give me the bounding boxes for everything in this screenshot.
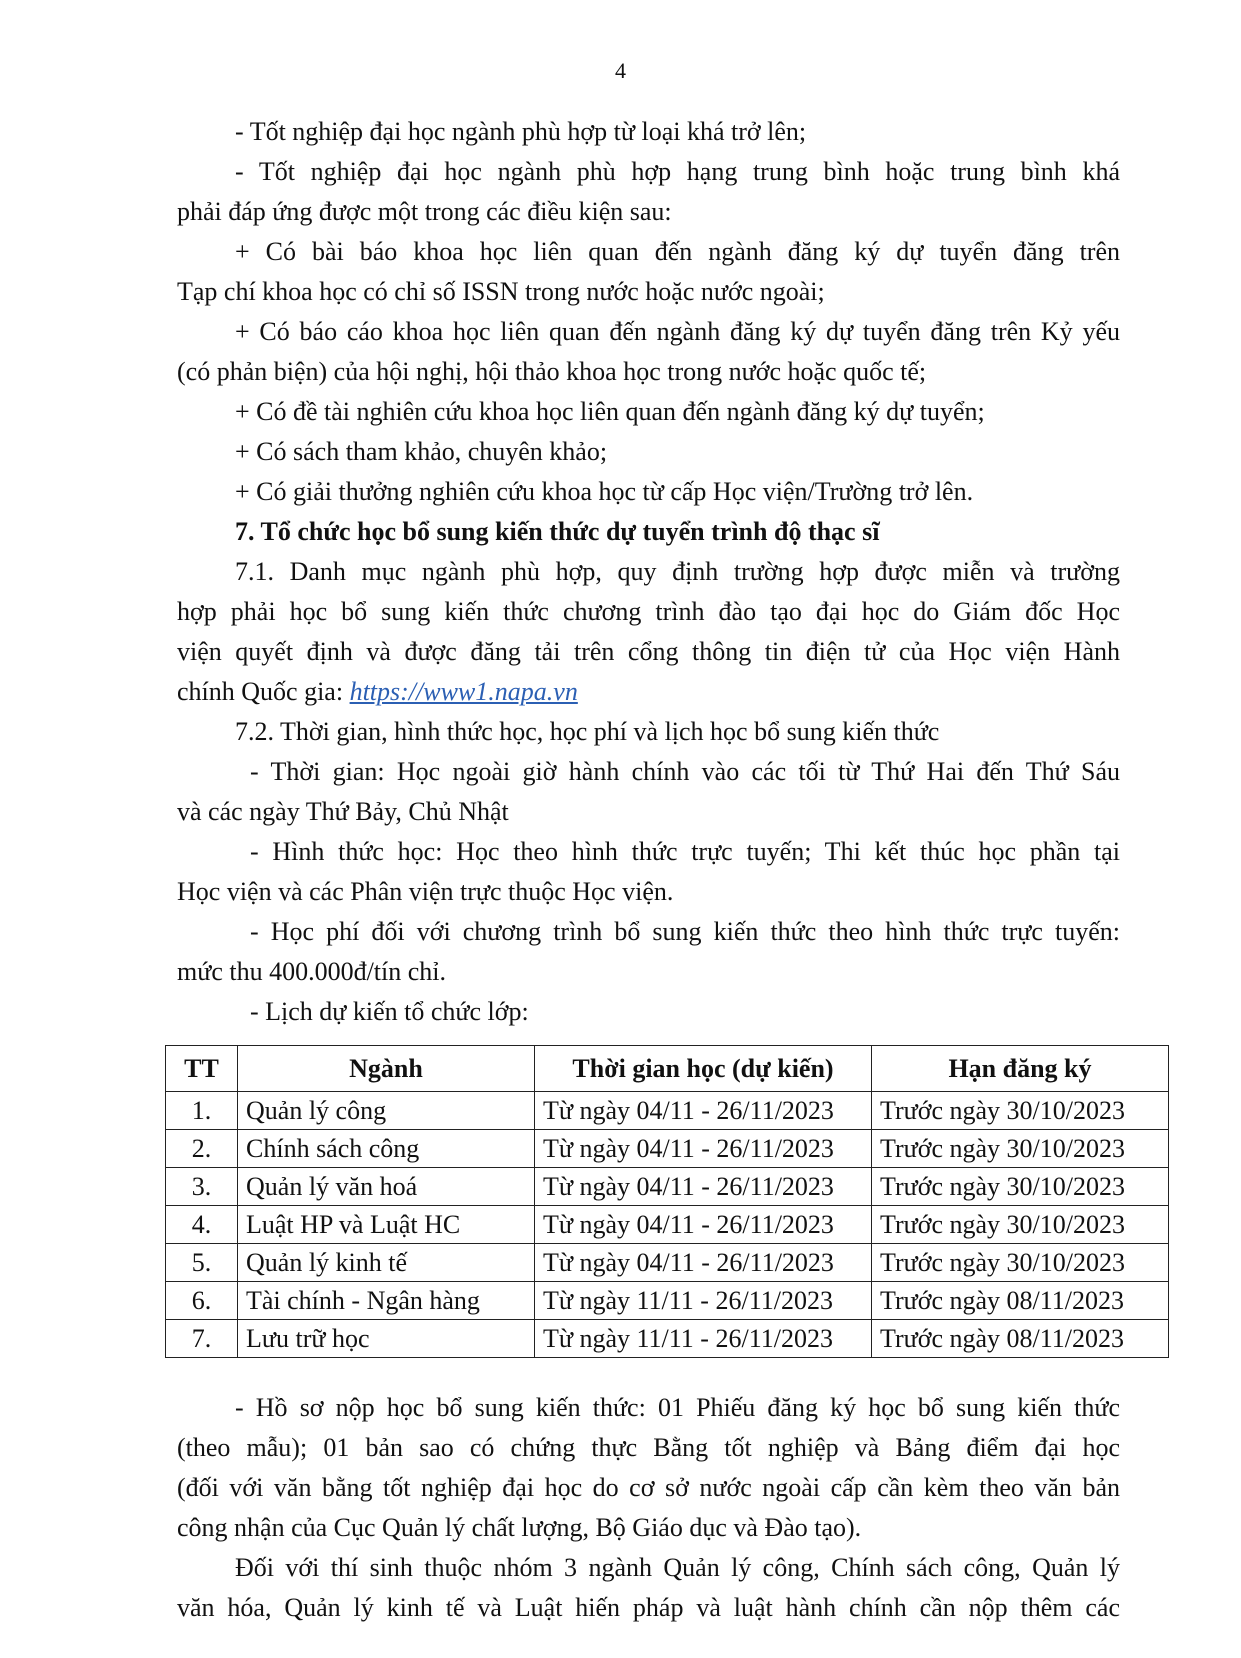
header-time: Thời gian học (dự kiến)	[535, 1046, 872, 1092]
cell-deadline: Trước ngày 30/10/2023	[872, 1168, 1169, 1206]
paragraph-line: - Hình thức học: Học theo hình thức trực tuyến; Thi kết thúc học phần tại	[250, 837, 1120, 866]
table-row	[166, 1206, 1169, 1244]
paragraph-line: hợp phải học bổ sung kiến thức chương trình đào tạo đại học do Giám đốc Học	[177, 597, 1120, 626]
paragraph-line: 7.2. Thời gian, hình thức học, học phí và lịch học bổ sung kiến thức	[235, 717, 940, 746]
cell-major: Quản lý văn hoá	[238, 1168, 535, 1206]
paragraph-line: Học viện và các Phân viện trực thuộc Học viện.	[177, 877, 674, 906]
cell-tt: 3.	[166, 1168, 238, 1206]
paragraph-line: + Có báo cáo khoa học liên quan đến ngành đăng ký dự tuyển đăng trên Kỷ yếu	[235, 317, 1120, 346]
table-row	[166, 1282, 1169, 1320]
cell-tt: 1.	[166, 1092, 238, 1130]
paragraph-line: - Tốt nghiệp đại học ngành phù hợp từ loại khá trở lên;	[235, 117, 807, 146]
paragraph-line: (theo mẫu); 01 bản sao có chứng thực Bằng tốt nghiệp và Bảng điểm đại học	[177, 1433, 1120, 1462]
paragraph-line: (có phản biện) của hội nghị, hội thảo khoa học trong nước hoặc quốc tế;	[177, 357, 927, 386]
paragraph-line: mức thu 400.000đ/tín chỉ.	[177, 957, 447, 986]
cell-major: Chính sách công	[238, 1130, 535, 1168]
cell-deadline: Trước ngày 30/10/2023	[872, 1092, 1169, 1130]
table-header-row	[166, 1046, 1169, 1092]
paragraph-line: viện quyết định và được đăng tải trên cổng thông tin điện tử của Học viện Hành	[177, 637, 1120, 666]
paragraph-line: (đối với văn bằng tốt nghiệp đại học do cơ sở nước ngoài cấp cần kèm theo văn bản	[177, 1473, 1120, 1502]
link-prefix: chính Quốc gia:	[177, 677, 350, 706]
paragraph-line	[177, 672, 578, 712]
table-row	[166, 1320, 1169, 1358]
cell-tt: 6.	[166, 1282, 238, 1320]
paragraph-line: + Có giải thưởng nghiên cứu khoa học từ cấp Học viện/Trường trở lên.	[235, 477, 974, 506]
paragraph-line: văn hóa, Quản lý kinh tế và Luật hiến pháp và luật hành chính cần nộp thêm các	[177, 1593, 1120, 1622]
cell-time: Từ ngày 04/11 - 26/11/2023	[535, 1244, 872, 1282]
table-row	[166, 1168, 1169, 1206]
paragraph-line: 7.1. Danh mục ngành phù hợp, quy định trường hợp được miễn và trường	[235, 557, 1120, 586]
paragraph-line: phải đáp ứng được một trong các điều kiện sau:	[177, 197, 672, 226]
paragraph-line: + Có đề tài nghiên cứu khoa học liên quan đến ngành đăng ký dự tuyển;	[235, 397, 985, 426]
cell-deadline: Trước ngày 30/10/2023	[872, 1206, 1169, 1244]
cell-time: Từ ngày 04/11 - 26/11/2023	[535, 1168, 872, 1206]
header-deadline: Hạn đăng ký	[872, 1046, 1169, 1092]
header-major: Ngành	[238, 1046, 535, 1092]
paragraph-line: và các ngày Thứ Bảy, Chủ Nhật	[177, 797, 509, 826]
cell-major: Luật HP và Luật HC	[238, 1206, 535, 1244]
table-row	[166, 1130, 1169, 1168]
paragraph-line: - Thời gian: Học ngoài giờ hành chính vào các tối từ Thứ Hai đến Thứ Sáu	[250, 757, 1120, 786]
cell-deadline: Trước ngày 08/11/2023	[872, 1320, 1169, 1358]
website-link[interactable]: https://www1.napa.vn	[349, 677, 578, 706]
paragraph-line: Đối với thí sinh thuộc nhóm 3 ngành Quản lý công, Chính sách công, Quản lý	[235, 1553, 1120, 1582]
paragraph-line: công nhận của Cục Quản lý chất lượng, Bộ Giáo dục và Đào tạo).	[177, 1513, 862, 1542]
schedule-table	[165, 1045, 1169, 1358]
paragraph-line: - Hồ sơ nộp học bổ sung kiến thức: 01 Phiếu đăng ký học bổ sung kiến thức	[235, 1393, 1120, 1422]
cell-time: Từ ngày 11/11 - 26/11/2023	[535, 1320, 872, 1358]
paragraph-line: - Tốt nghiệp đại học ngành phù hợp hạng trung bình hoặc trung bình khá	[235, 157, 1120, 186]
cell-time: Từ ngày 04/11 - 26/11/2023	[535, 1206, 872, 1244]
page-number: 4	[615, 58, 626, 83]
cell-deadline: Trước ngày 08/11/2023	[872, 1282, 1169, 1320]
table-row	[166, 1092, 1169, 1130]
cell-deadline: Trước ngày 30/10/2023	[872, 1244, 1169, 1282]
paragraph-line: + Có sách tham khảo, chuyên khảo;	[235, 437, 608, 466]
cell-major: Lưu trữ học	[238, 1320, 535, 1358]
paragraph-line: Tạp chí khoa học có chỉ số ISSN trong nước hoặc nước ngoài;	[177, 277, 825, 306]
cell-time: Từ ngày 04/11 - 26/11/2023	[535, 1130, 872, 1168]
cell-tt: 5.	[166, 1244, 238, 1282]
paragraph-line: + Có bài báo khoa học liên quan đến ngành đăng ký dự tuyển đăng trên	[235, 237, 1120, 266]
cell-major: Tài chính - Ngân hàng	[238, 1282, 535, 1320]
cell-tt: 7.	[166, 1320, 238, 1358]
paragraph-line: - Học phí đối với chương trình bổ sung kiến thức theo hình thức trực tuyến:	[250, 917, 1120, 946]
cell-time: Từ ngày 11/11 - 26/11/2023	[535, 1282, 872, 1320]
cell-time: Từ ngày 04/11 - 26/11/2023	[535, 1092, 872, 1130]
cell-deadline: Trước ngày 30/10/2023	[872, 1130, 1169, 1168]
paragraph-line: - Lịch dự kiến tổ chức lớp:	[250, 997, 529, 1026]
cell-major: Quản lý kinh tế	[238, 1244, 535, 1282]
cell-tt: 2.	[166, 1130, 238, 1168]
cell-tt: 4.	[166, 1206, 238, 1244]
cell-major: Quản lý công	[238, 1092, 535, 1130]
section-heading: 7. Tổ chức học bổ sung kiến thức dự tuyển trình độ thạc sĩ	[235, 517, 880, 546]
header-tt: TT	[166, 1046, 238, 1092]
table-row	[166, 1244, 1169, 1282]
